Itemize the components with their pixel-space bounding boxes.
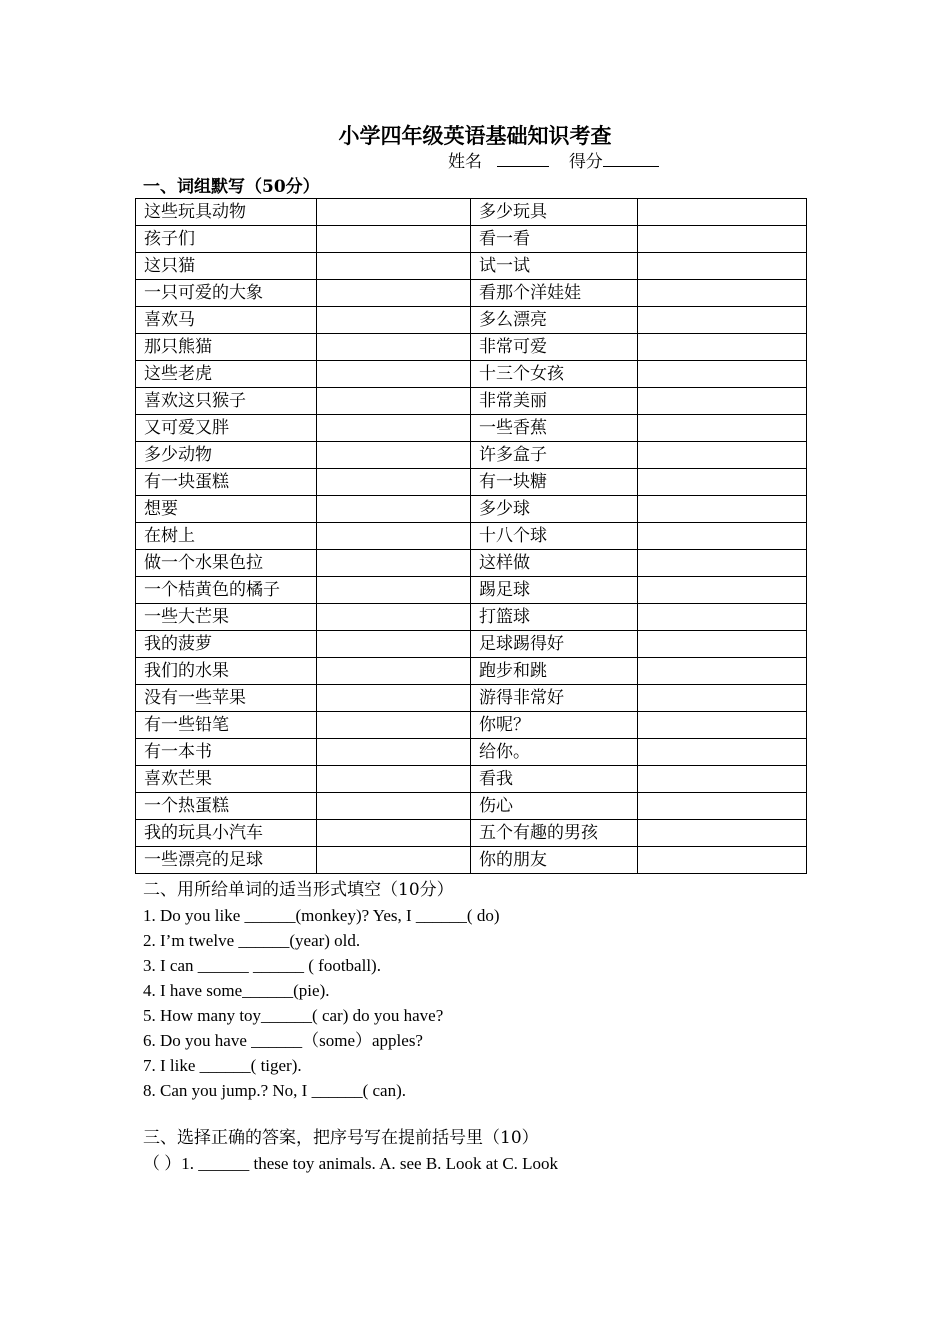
phrase-cell: 一些大芒果	[136, 604, 317, 631]
phrase-cell: 非常可爱	[471, 334, 638, 361]
phrase-cell: 十八个球	[471, 523, 638, 550]
fill-item: 2. I’m twelve ______(year) old.	[143, 931, 361, 950]
fill-item: 8. Can you jump.? No, I ______( can).	[143, 1081, 406, 1100]
phrase-cell: 多少动物	[136, 442, 317, 469]
fill-item: 5. How many toy______( car) do you have?	[143, 1006, 444, 1025]
phrase-cell: 做一个水果色拉	[136, 550, 317, 577]
table-row	[136, 631, 807, 658]
phrase-cell: 有一块蛋糕	[136, 469, 317, 496]
phrase-cell: 十三个女孩	[471, 361, 638, 388]
table-row	[136, 253, 807, 280]
table-row	[136, 226, 807, 253]
answer-cell[interactable]	[638, 847, 807, 874]
answer-cell[interactable]	[638, 739, 807, 766]
phrase-cell: 你的朋友	[471, 847, 638, 874]
answer-cell[interactable]	[638, 631, 807, 658]
phrase-cell: 一些漂亮的足球	[136, 847, 317, 874]
phrase-cell: 这些玩具动物	[136, 199, 317, 226]
answer-cell[interactable]	[638, 577, 807, 604]
answer-cell[interactable]	[638, 604, 807, 631]
answer-cell[interactable]	[317, 307, 471, 334]
answer-cell[interactable]	[638, 442, 807, 469]
table-row	[136, 793, 807, 820]
phrase-cell: 想要	[136, 496, 317, 523]
phrase-cell: 看那个洋娃娃	[471, 280, 638, 307]
answer-cell[interactable]	[317, 847, 471, 874]
table-row	[136, 604, 807, 631]
answer-cell[interactable]	[317, 415, 471, 442]
answer-cell[interactable]	[317, 253, 471, 280]
fill-item: 6. Do you have ______（some）apples?	[143, 1031, 423, 1050]
phrase-cell: 在树上	[136, 523, 317, 550]
phrase-cell: 多么漂亮	[471, 307, 638, 334]
answer-cell[interactable]	[638, 361, 807, 388]
table-row	[136, 415, 807, 442]
page-title: 小学四年级英语基础知识考查	[338, 123, 612, 148]
table-row	[136, 361, 807, 388]
answer-cell[interactable]	[317, 658, 471, 685]
choice-item: （ ）1. ______ these toy animals. A. see B. Look at C. Look	[143, 1154, 559, 1173]
phrase-cell: 这样做	[471, 550, 638, 577]
phrase-cell: 多少球	[471, 496, 638, 523]
fill-item: 3. I can ______ ______ ( football).	[143, 956, 381, 975]
phrase-cell: 给你。	[471, 739, 638, 766]
fill-item: 7. I like ______( tiger).	[143, 1056, 302, 1075]
answer-cell[interactable]	[317, 631, 471, 658]
table-row	[136, 199, 807, 226]
answer-cell[interactable]	[638, 496, 807, 523]
section1-title: 一、词组默写（50分）	[143, 177, 320, 197]
answer-cell[interactable]	[317, 685, 471, 712]
phrase-cell: 你呢？	[471, 712, 638, 739]
score-blank[interactable]	[603, 148, 659, 167]
phrase-cell: 五个有趣的男孩	[471, 820, 638, 847]
answer-cell[interactable]	[317, 280, 471, 307]
table-row	[136, 658, 807, 685]
table-row	[136, 442, 807, 469]
answer-cell[interactable]	[638, 523, 807, 550]
table-row	[136, 550, 807, 577]
phrase-cell: 喜欢马	[136, 307, 317, 334]
phrase-cell: 我们的水果	[136, 658, 317, 685]
phrase-cell: 没有一些苹果	[136, 685, 317, 712]
name-blank[interactable]	[497, 148, 549, 167]
table-row	[136, 307, 807, 334]
phrase-cell: 那只熊猫	[136, 334, 317, 361]
answer-cell[interactable]	[317, 388, 471, 415]
table-row	[136, 685, 807, 712]
answer-cell[interactable]	[638, 307, 807, 334]
vocab-table	[135, 198, 807, 874]
answer-cell[interactable]	[317, 523, 471, 550]
answer-cell[interactable]	[317, 712, 471, 739]
answer-cell[interactable]	[638, 793, 807, 820]
phrase-cell: 有一本书	[136, 739, 317, 766]
phrase-cell: 喜欢这只猴子	[136, 388, 317, 415]
phrase-cell: 我的玩具小汽车	[136, 820, 317, 847]
phrase-cell: 伤心	[471, 793, 638, 820]
phrase-cell: 试一试	[471, 253, 638, 280]
answer-cell[interactable]	[317, 496, 471, 523]
answer-cell[interactable]	[317, 442, 471, 469]
phrase-cell: 又可爱又胖	[136, 415, 317, 442]
answer-cell[interactable]	[638, 469, 807, 496]
answer-cell[interactable]	[638, 334, 807, 361]
table-row	[136, 847, 807, 874]
name-label: 姓名	[448, 152, 482, 172]
table-row	[136, 766, 807, 793]
answer-cell[interactable]	[317, 334, 471, 361]
phrase-cell: 孩子们	[136, 226, 317, 253]
answer-cell[interactable]	[638, 253, 807, 280]
answer-cell[interactable]	[317, 766, 471, 793]
table-row	[136, 469, 807, 496]
table-row	[136, 820, 807, 847]
phrase-cell: 看一看	[471, 226, 638, 253]
phrase-cell: 非常美丽	[471, 388, 638, 415]
phrase-cell: 一些香蕉	[471, 415, 638, 442]
table-row	[136, 280, 807, 307]
answer-cell[interactable]	[638, 550, 807, 577]
section3	[143, 1126, 558, 1176]
phrase-cell: 有一块糖	[471, 469, 638, 496]
phrase-cell: 看我	[471, 766, 638, 793]
phrase-cell: 这些老虎	[136, 361, 317, 388]
phrase-cell: 有一些铅笔	[136, 712, 317, 739]
table-row	[136, 712, 807, 739]
table-row	[136, 334, 807, 361]
phrase-cell: 游得非常好	[471, 685, 638, 712]
answer-cell[interactable]	[638, 199, 807, 226]
table-row	[136, 388, 807, 415]
answer-cell[interactable]	[317, 577, 471, 604]
answer-cell[interactable]	[638, 226, 807, 253]
answer-cell[interactable]	[317, 361, 471, 388]
answer-cell[interactable]	[317, 604, 471, 631]
answer-cell[interactable]	[317, 739, 471, 766]
phrase-cell: 喜欢芒果	[136, 766, 317, 793]
phrase-cell: 我的菠萝	[136, 631, 317, 658]
fill-item: 4. I have some______(pie).	[143, 981, 330, 1000]
answer-cell[interactable]	[317, 199, 471, 226]
phrase-cell: 这只猫	[136, 253, 317, 280]
fill-item: 1. Do you like ______(monkey)? Yes, I ______( do)	[143, 906, 500, 925]
answer-cell[interactable]	[317, 226, 471, 253]
score-label: 得分	[568, 152, 603, 172]
table-row	[136, 523, 807, 550]
section2-title: 二、用所给单词的适当形式填空（10分）	[143, 880, 454, 900]
answer-cell[interactable]	[638, 685, 807, 712]
answer-cell[interactable]	[638, 388, 807, 415]
table-row	[136, 739, 807, 766]
phrase-cell: 足球踢得好	[471, 631, 638, 658]
phrase-cell: 打篮球	[471, 604, 638, 631]
phrase-cell: 一个热蛋糕	[136, 793, 317, 820]
answer-cell[interactable]	[317, 469, 471, 496]
phrase-cell: 跑步和跳	[471, 658, 638, 685]
table-row	[136, 496, 807, 523]
answer-cell[interactable]	[317, 550, 471, 577]
answer-cell[interactable]	[638, 766, 807, 793]
answer-cell[interactable]	[638, 820, 807, 847]
phrase-cell: 踢足球	[471, 577, 638, 604]
answer-cell[interactable]	[638, 280, 807, 307]
table-row	[136, 577, 807, 604]
answer-cell[interactable]	[638, 415, 807, 442]
phrase-cell: 许多盒子	[471, 442, 638, 469]
phrase-cell: 多少玩具	[471, 199, 638, 226]
phrase-cell: 一个桔黄色的橘子	[136, 577, 317, 604]
name-score-line	[448, 148, 659, 175]
answer-cell[interactable]	[638, 712, 807, 739]
answer-cell[interactable]	[638, 658, 807, 685]
answer-cell[interactable]	[317, 793, 471, 820]
section2	[143, 878, 500, 1103]
answer-cell[interactable]	[317, 820, 471, 847]
section3-title: 三、选择正确的答案，把序号写在提前括号里（10）	[143, 1128, 539, 1148]
phrase-cell: 一只可爱的大象	[136, 280, 317, 307]
